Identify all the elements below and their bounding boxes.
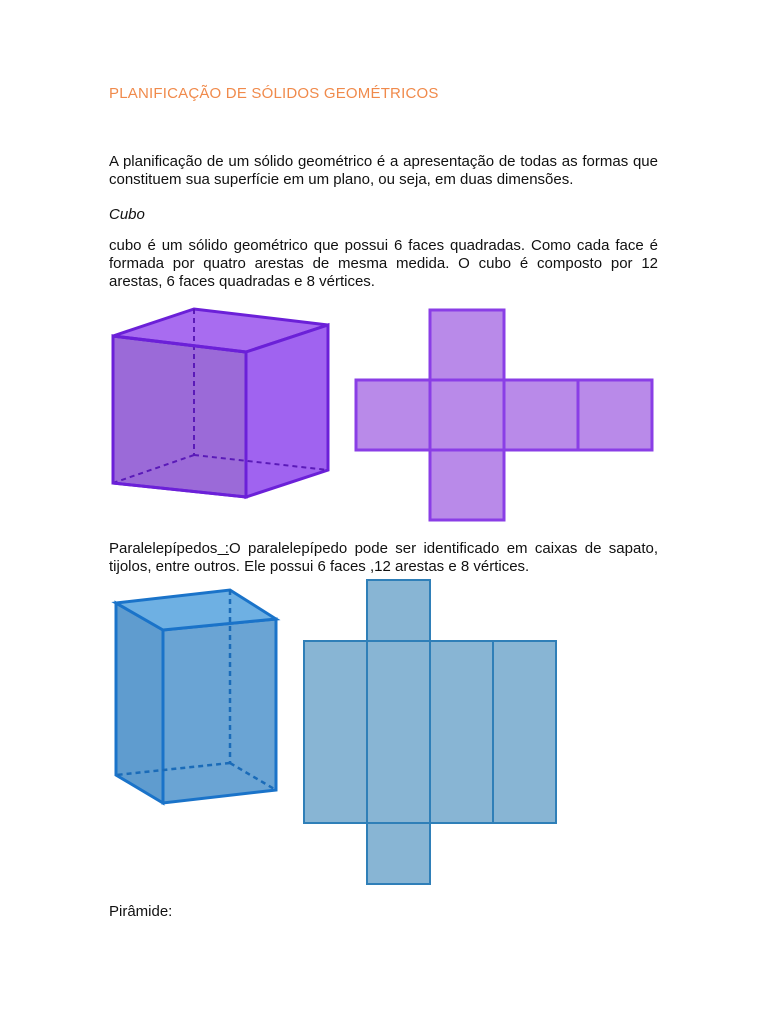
parallelepiped-net-figure [304, 580, 556, 884]
cube-heading: Cubo [109, 206, 145, 223]
prism-net-face [367, 580, 430, 641]
prism-net-face [493, 641, 556, 823]
parallelepiped-3d-figure [116, 590, 276, 803]
parallelepiped-paragraph [109, 540, 658, 576]
prism-front-face [163, 619, 276, 803]
intro-paragraph: A planificação de um sólido geométrico é a apresentação de todas as formas que constituem sua superfície em um plano, ou seja, em duas dimensões. [109, 153, 658, 188]
cube-net-face [504, 380, 578, 450]
parallelepiped-text: O paralelepípedo pode ser identificado em caixas de sapato, tijolos, entre outros. Ele possui 6 faces ,12 arestas e 8 vértices. [109, 540, 659, 575]
prism-net-face [304, 641, 367, 823]
cube-front-face [113, 336, 246, 497]
parallelepiped-separator: : [217, 540, 229, 557]
cube-net-figure [356, 310, 652, 520]
page-title: PLANIFICAÇÃO DE SÓLIDOS GEOMÉTRICOS [109, 85, 439, 102]
cube-net-face [430, 380, 504, 450]
cube-net-face [430, 450, 504, 520]
prism-net-face [430, 641, 493, 823]
cube-3d-figure [113, 309, 328, 497]
pyramid-heading: Pirâmide: [109, 903, 173, 920]
cube-side-face [246, 325, 328, 497]
cube-paragraph: cubo é um sólido geométrico que possui 6 faces quadradas. Como cada face é formada por quatro arestas de mesma medida. O cubo é composto por 12 arestas, 6 faces quadradas e 8 vértices. [109, 237, 658, 290]
parallelepiped-heading: Paralelepípedos [109, 540, 218, 557]
prism-net-face [367, 823, 430, 884]
cube-net-face [356, 380, 430, 450]
prism-net-face [367, 641, 430, 823]
cube-net-face [578, 380, 652, 450]
cube-net-face [430, 310, 504, 380]
